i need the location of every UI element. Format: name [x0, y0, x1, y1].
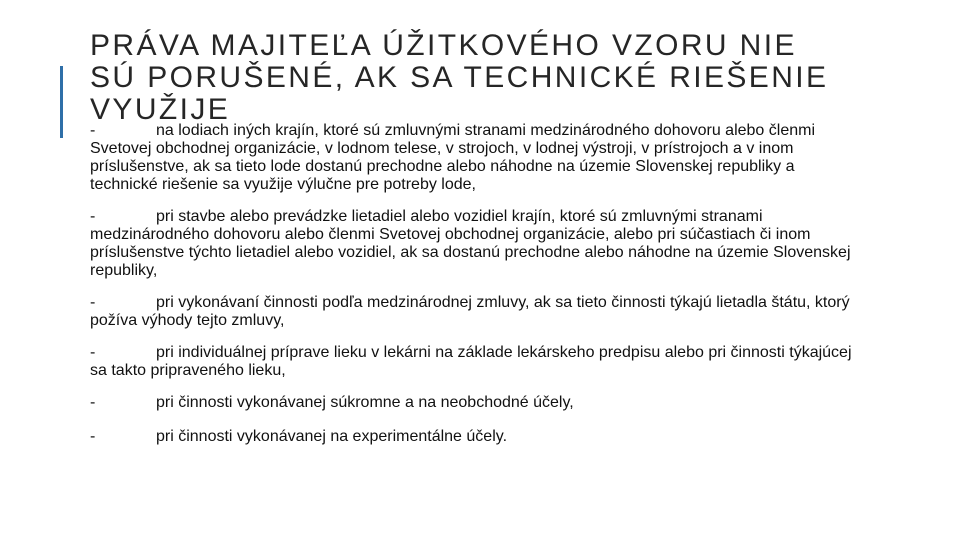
bullet-item-ships — [90, 122, 860, 194]
bullet-text: pri činnosti vykonávanej na experimentálne účely. — [156, 428, 508, 445]
bullet-item-experimental-use — [90, 428, 860, 446]
bullet-text: pri individuálnej príprave lieku v lekárni na základe lekárskeho predpisu alebo pri činnosti týkajúcej sa takto pripraveného lieku, — [90, 344, 852, 379]
bullet-dash: - — [90, 344, 96, 361]
bullet-dash: - — [90, 394, 96, 411]
bullet-dash: - — [90, 208, 96, 225]
bullet-list — [90, 122, 860, 462]
bullet-item-pharmacy — [90, 344, 860, 380]
bullet-item-private-use — [90, 394, 860, 412]
bullet-text: na lodiach iných krajín, ktoré sú zmluvnými stranami medzinárodného dohovoru alebo členmi Svetovej obchodnej organizácie, v lodnom telese, v strojoch, v lodnej výstroji, v prístrojoch a v inom príslušenstve, ak sa tieto lode dostanú prechodne alebo náhodne na územie Slovenskej republiky a technické riešenie sa využije výlučne pre potreby lode, — [90, 122, 815, 193]
bullet-dash: - — [90, 122, 96, 139]
bullet-item-international-treaty — [90, 294, 860, 330]
bullet-text: pri vykonávaní činnosti podľa medzinárodnej zmluvy, ak sa tieto činnosti týkajú lietadla štátu, ktorý požíva výhody tejto zmluvy, — [90, 294, 850, 329]
bullet-text: pri činnosti vykonávanej súkromne a na neobchodné účely, — [156, 394, 574, 411]
bullet-dash: - — [90, 294, 96, 311]
slide-title: PRÁVA MAJITEĽA ÚŽITKOVÉHO VZORU NIE SÚ PORUŠENÉ, AK SA TECHNICKÉ RIEŠENIE VYUŽIJE — [90, 29, 829, 126]
title-accent-bar — [60, 66, 63, 138]
bullet-dash: - — [90, 428, 96, 445]
bullet-item-aircraft-vehicles — [90, 208, 860, 280]
bullet-text: pri stavbe alebo prevádzke lietadiel alebo vozidiel krajín, ktoré sú zmluvnými stranami medzinárodného dohovoru alebo členmi Svetovej obchodnej organizácie, alebo pri súčastiach či inom príslušenstve týchto lietadiel alebo vozidiel, ak sa dostanú prechodne alebo náhodne na územie Slovenskej republiky, — [90, 208, 851, 279]
